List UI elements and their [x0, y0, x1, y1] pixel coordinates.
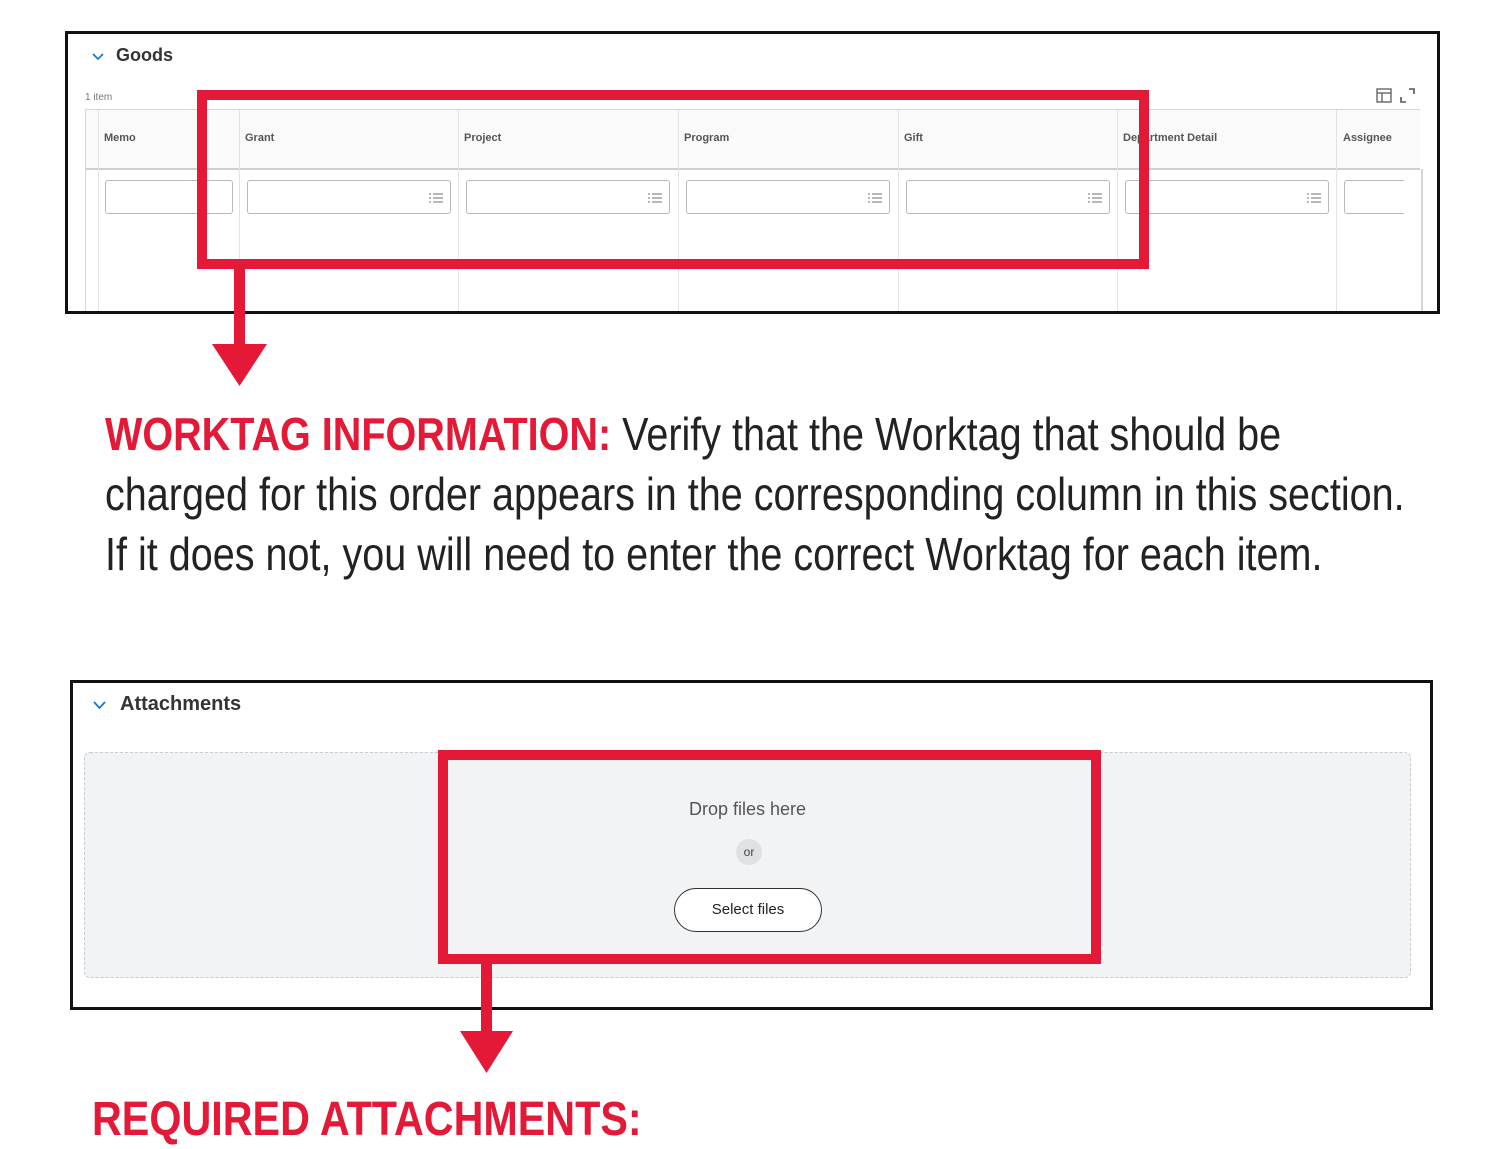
select-files-button[interactable]: Select files: [674, 888, 822, 932]
prompt-list-icon[interactable]: [1088, 190, 1102, 208]
goods-grid: [85, 109, 1420, 314]
file-dropzone[interactable]: [84, 752, 1411, 978]
prompt-list-icon[interactable]: [429, 190, 443, 208]
arrow-down-icon: [460, 961, 516, 1075]
prompt-list-icon[interactable]: [648, 190, 662, 208]
attachments-title: Attachments: [120, 693, 242, 715]
column-layout-icon[interactable]: [1376, 88, 1392, 103]
worktag-callout-heading: WORKTAG INFORMATION:: [105, 408, 612, 460]
goods-title: Goods: [116, 45, 173, 65]
project-prompt-input[interactable]: [466, 180, 670, 214]
chevron-down-icon[interactable]: [92, 49, 104, 63]
grant-prompt-input[interactable]: [247, 180, 451, 214]
worktag-callout: [105, 404, 1434, 584]
column-header-gift[interactable]: Gift: [904, 132, 923, 144]
goods-panel: [65, 31, 1440, 314]
attachments-callout-heading: REQUIRED ATTACHMENTS:: [92, 1093, 642, 1146]
goods-header[interactable]: [92, 45, 173, 66]
arrow-down-icon: [212, 266, 268, 388]
expand-icon[interactable]: [1400, 88, 1415, 103]
grid-header-row: [86, 110, 1420, 170]
column-header-assignee[interactable]: Assignee: [1343, 132, 1392, 144]
item-count: 1 item: [85, 92, 113, 103]
attachments-panel: [70, 680, 1433, 1010]
drop-files-text: Drop files here: [688, 799, 807, 819]
program-prompt-input[interactable]: [686, 180, 890, 214]
table-tools: [1376, 88, 1415, 103]
column-divider: [458, 110, 459, 314]
column-header-program[interactable]: Program: [684, 132, 730, 144]
assignee-input[interactable]: [1344, 180, 1404, 214]
or-badge: or: [736, 839, 762, 865]
chevron-down-icon[interactable]: [93, 698, 106, 712]
column-divider: [1336, 110, 1337, 314]
column-header-grant[interactable]: Grant: [245, 132, 275, 144]
column-divider: [678, 110, 679, 314]
column-divider: [1117, 110, 1118, 314]
worktag-callout-body: Verify that the Worktag that should be charged for this order appears in the corresponding column in this section. If it does not, you will need to enter the correct Worktag for each item.: [105, 408, 1405, 580]
column-divider: [898, 110, 899, 314]
column-header-memo[interactable]: Memo: [104, 132, 136, 144]
vertical-scrollbar[interactable]: [1421, 169, 1423, 314]
memo-input[interactable]: [105, 180, 233, 214]
attachments-header[interactable]: [93, 693, 241, 716]
prompt-list-icon[interactable]: [868, 190, 882, 208]
department-detail-prompt-input[interactable]: [1125, 180, 1329, 214]
column-header-department-detail[interactable]: Department Detail: [1123, 132, 1218, 144]
column-divider: [98, 110, 99, 314]
prompt-list-icon[interactable]: [1307, 190, 1321, 208]
column-header-project[interactable]: Project: [464, 132, 502, 144]
gift-prompt-input[interactable]: [906, 180, 1110, 214]
